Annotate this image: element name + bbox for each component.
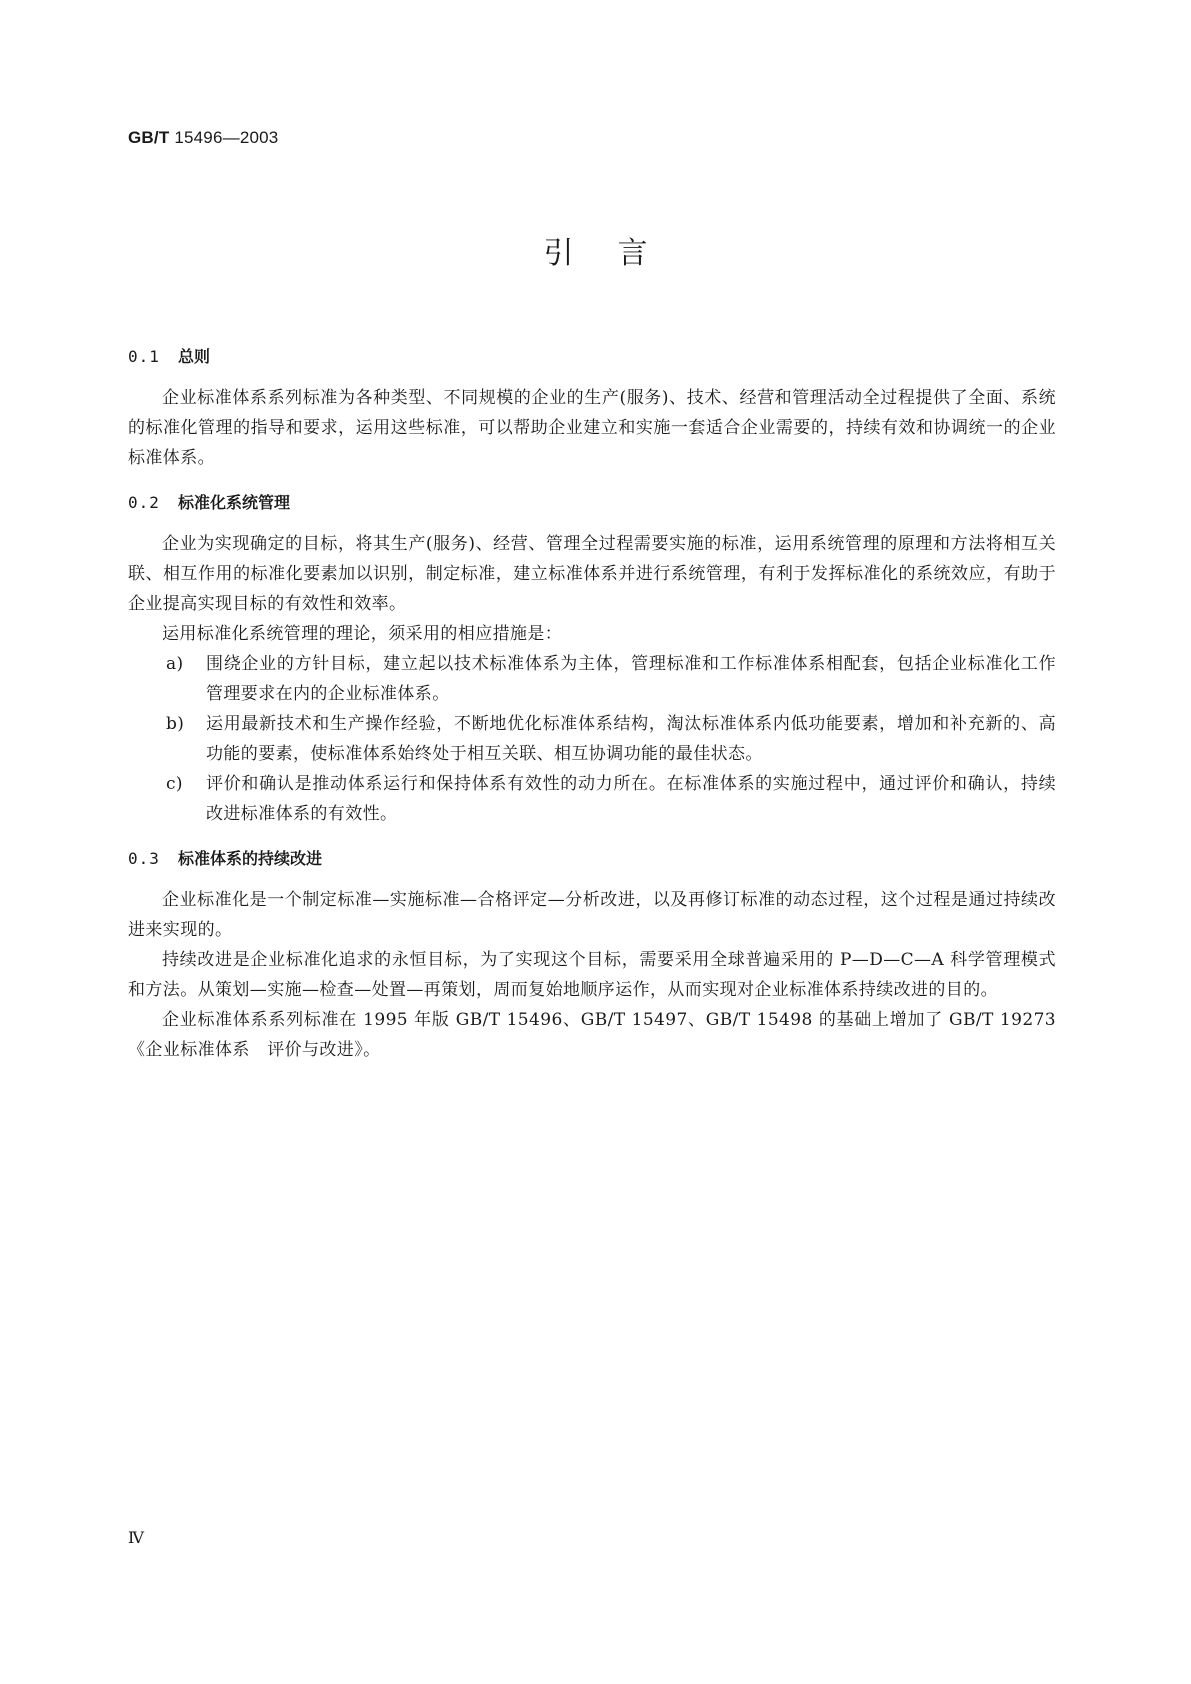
standard-number: 15496—2003: [169, 128, 279, 147]
section-heading-continuous-improvement: [128, 847, 1056, 871]
paragraph: 企业标准体系系列标准在 1995 年版 GB/T 15496、GB/T 15497、GB/T 15498 的基础上增加了 GB/T 19273《企业标准体系 评价与改进》。: [128, 1010, 1056, 1060]
list-item-text: 运用最新技术和生产操作经验，不断地优化标准体系结构，淘汰标准体系内低功能要素，增加和补充新的、高功能的要素，使标准体系始终处于相互关联、相互协调功能的最佳状态。: [206, 714, 1056, 764]
paragraph: 企业标准化是一个制定标准—实施标准—合格评定—分析改进，以及再修订标准的动态过程，这个过程是通过持续改进来实现的。: [128, 890, 1056, 940]
paragraph: 企业标准体系系列标准为各种类型、不同规模的企业的生产(服务)、技术、经营和管理活动全过程提供了全面、系统的标准化管理的指导和要求，运用这些标准，可以帮助企业建立和实施一套适合企业需要的，持续有效和协调统一的企业标准体系。: [128, 388, 1056, 468]
list-marker: b): [166, 714, 185, 734]
section-title: 总则: [178, 347, 211, 366]
section-number: 0.1: [128, 347, 160, 366]
section-heading-system-management: [128, 491, 1056, 515]
list-marker: a): [166, 654, 184, 674]
list-item-text: 评价和确认是推动体系运行和保持体系有效性的动力所在。在标准体系的实施过程中，通过评价和确认，持续改进标准体系的有效性。: [206, 774, 1056, 824]
list-item: [128, 649, 1056, 709]
paragraph: 持续改进是企业标准化追求的永恒目标，为了实现这个目标，需要采用全球普遍采用的 P—D—C—A 科学管理模式和方法。从策划—实施—检查—处置—再策划，周而复始地顺序运作，从而实现对企业标准体系持续改进的目的。: [128, 950, 1056, 1000]
paragraph: 企业为实现确定的目标，将其生产(服务)、经营、管理全过程需要实施的标准，运用系统管理的原理和方法将相互关联、相互作用的标准化要素加以识别，制定标准，建立标准体系并进行系统管理，有利于发挥标准化的系统效应，有助于企业提高实现目标的有效性和效率。: [128, 534, 1056, 614]
paragraph: 运用标准化系统管理的理论，须采用的相应措施是：: [162, 624, 563, 644]
document-body: [128, 345, 1056, 1065]
section-title: 标准体系的持续改进: [178, 849, 323, 868]
list-item-text: 围绕企业的方针目标，建立起以技术标准体系为主体，管理标准和工作标准体系相配套，包括企业标准化工作管理要求在内的企业标准体系。: [206, 654, 1056, 704]
standard-prefix: GB/T: [128, 128, 170, 147]
list-item: [128, 769, 1056, 829]
section-number: 0.2: [128, 493, 160, 512]
section-heading-general: [128, 345, 1056, 369]
page-title: 引言: [543, 236, 692, 271]
list-marker: c): [166, 774, 183, 794]
list-item: [128, 709, 1056, 769]
page-number: Ⅳ: [128, 1528, 144, 1547]
section-title: 标准化系统管理: [178, 493, 291, 512]
standard-identifier: [128, 128, 278, 148]
section-number: 0.3: [128, 849, 160, 868]
measures-list: [128, 649, 1056, 829]
